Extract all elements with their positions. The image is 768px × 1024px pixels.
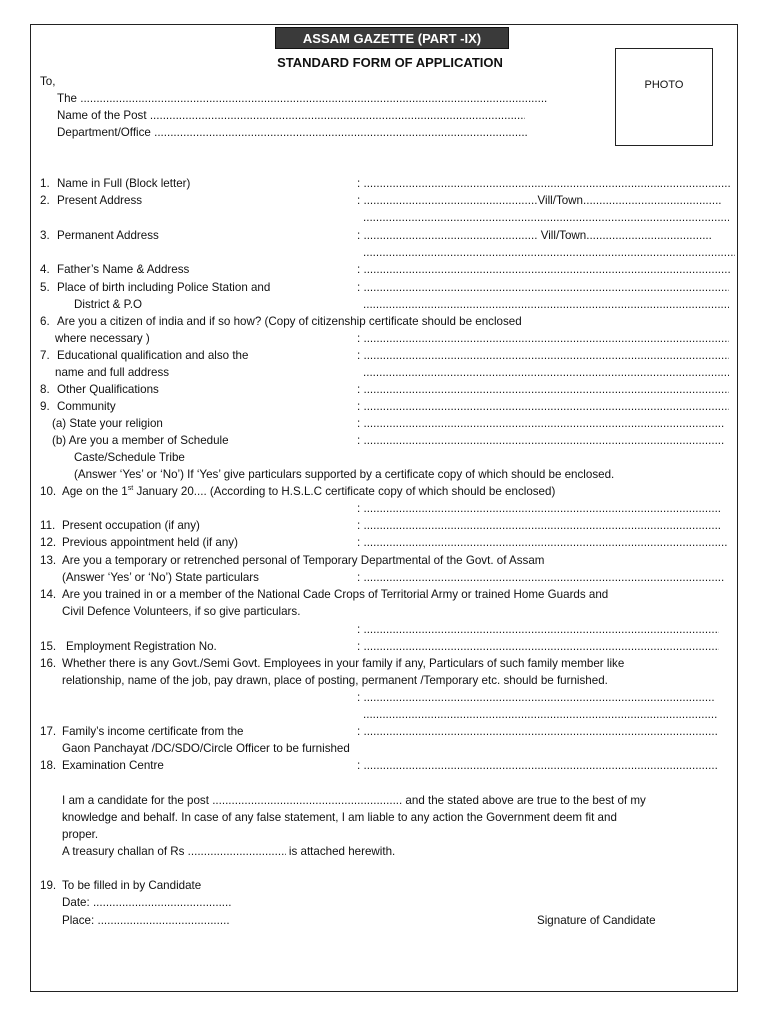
dept-field[interactable] xyxy=(154,125,528,140)
q10-label-pre: Age on the 1 xyxy=(62,485,128,498)
other-qual-field[interactable] xyxy=(363,382,729,397)
q13-value[interactable] xyxy=(357,570,725,585)
q10-label-post: January 20.... (According to H.S.L.C certificate copy of which should be enclosed) xyxy=(133,485,556,498)
q9b-value[interactable] xyxy=(357,433,725,448)
q19-num: 19. xyxy=(40,879,57,892)
q7-label: Educational qualification and also the xyxy=(57,349,249,362)
q9b-note: (Answer ‘Yes’ or ‘No’) If ‘Yes’ give particulars supported by a certificate copy of which should be enclosed. xyxy=(74,468,615,481)
q18-num: 18. xyxy=(40,759,57,772)
education-line2[interactable] xyxy=(363,365,729,380)
q13-label: Are you a temporary or retrenched personal of Temporary Departmental of the Govt. of Assam xyxy=(62,554,545,567)
colon: : xyxy=(357,519,361,532)
q9b-label: (b) Are you a member of Schedule xyxy=(52,434,229,447)
colon: : xyxy=(357,691,361,704)
the-label: The xyxy=(57,92,77,105)
candidate-post-field[interactable] xyxy=(212,793,402,808)
dept-row xyxy=(57,125,528,140)
q5-value-line2[interactable] xyxy=(363,297,729,312)
q7-label-line2: name and full address xyxy=(55,366,170,379)
q6-label-line2: where necessary ) xyxy=(55,332,150,345)
q16-num: 16. xyxy=(40,657,57,670)
colon: : xyxy=(357,571,361,584)
colon: : xyxy=(357,623,361,636)
declaration-line3: proper. xyxy=(62,828,99,841)
training-field[interactable] xyxy=(363,622,719,637)
family-employee-field[interactable] xyxy=(363,690,715,705)
q2-num: 2. xyxy=(40,194,50,207)
place-row xyxy=(62,913,230,928)
q2-label: Present Address xyxy=(57,194,143,207)
decl-post: and the stated above are true to the best of my xyxy=(405,794,646,807)
education-field[interactable] xyxy=(363,348,729,363)
q11-num: 11. xyxy=(40,519,56,532)
date-label: Date: xyxy=(62,896,90,909)
q14-num: 14. xyxy=(40,588,57,601)
age-field[interactable] xyxy=(363,501,722,516)
to-label: To, xyxy=(40,75,56,88)
colon: : xyxy=(357,417,361,430)
colon: : xyxy=(357,725,361,738)
q4-num: 4. xyxy=(40,263,50,276)
q11-label: Present occupation (if any) xyxy=(62,519,200,532)
q16-label-line2: relationship, name of the job, pay drawn, place of posting, permanent /Temporary etc. should be furnished. xyxy=(62,674,608,687)
colon: : xyxy=(357,349,361,362)
colon: : xyxy=(357,229,361,242)
q13-num: 13. xyxy=(40,554,57,567)
q6-label: Are you a citizen of india and if so how? (Copy of citizenship certificate should be enclosed xyxy=(57,315,522,328)
q5-value[interactable] xyxy=(357,280,729,295)
vill-town-label: Vill/Town xyxy=(537,229,587,242)
colon: : xyxy=(357,383,361,396)
q17-label-line2: Gaon Panchayat /DC/SDO/Circle Officer to be furnished xyxy=(62,742,350,755)
q18-value[interactable] xyxy=(357,758,718,773)
challan-pre: A treasury challan of Rs xyxy=(62,845,185,858)
colon: : xyxy=(357,281,361,294)
post-row xyxy=(57,108,525,123)
q2-value[interactable] xyxy=(357,193,721,208)
q8-num: 8. xyxy=(40,383,50,396)
gazette-banner: ASSAM GAZETTE (PART -IX) xyxy=(275,27,509,49)
occupation-field[interactable] xyxy=(363,518,722,533)
q16-value-line2[interactable] xyxy=(363,707,718,722)
post-field[interactable] xyxy=(150,108,525,123)
decl-pre: I am a candidate for the post xyxy=(62,794,209,807)
place-label: Place: xyxy=(62,914,95,927)
q15-value[interactable] xyxy=(357,639,719,654)
q14-label: Are you trained in or a member of the National Cade Crops of Territorial Army or trained Home Guards and xyxy=(62,588,609,601)
permanent-address-line2[interactable] xyxy=(363,245,735,260)
employment-reg-field[interactable] xyxy=(363,639,719,654)
q17-value[interactable] xyxy=(357,724,718,739)
q10-value[interactable] xyxy=(357,501,722,516)
q19-label: To be filled in by Candidate xyxy=(62,879,202,892)
q3-num: 3. xyxy=(40,229,50,242)
name-field[interactable] xyxy=(363,176,731,191)
prev-appointment-field[interactable] xyxy=(363,535,727,550)
q15-num: 15. xyxy=(40,640,57,653)
family-employee-line2[interactable] xyxy=(363,707,718,722)
q7-value[interactable] xyxy=(357,348,729,363)
challan-amount-field[interactable] xyxy=(188,844,286,859)
addressee-field[interactable] xyxy=(80,91,548,106)
q5-label-line2: District & P.O xyxy=(74,298,143,311)
colon: : xyxy=(357,263,361,276)
birthplace-line2[interactable] xyxy=(363,297,729,312)
addressee-row xyxy=(57,91,548,106)
q9b-label-line2: Caste/Schedule Tribe xyxy=(74,451,185,464)
colon: : xyxy=(357,400,361,413)
sc-st-field[interactable] xyxy=(363,433,725,448)
temporary-field[interactable] xyxy=(363,570,725,585)
colon: : xyxy=(357,502,361,515)
q4-value[interactable] xyxy=(357,262,730,277)
q10-label xyxy=(62,484,555,499)
q17-num: 17. xyxy=(40,725,57,738)
q14-value[interactable] xyxy=(357,622,719,637)
permanent-address-field[interactable] xyxy=(363,228,537,243)
q9a-value[interactable] xyxy=(357,416,725,431)
q9a-label: (a) State your religion xyxy=(52,417,163,430)
q3-value-line2[interactable] xyxy=(363,245,735,260)
q9-label: Community xyxy=(57,400,116,413)
q16-value[interactable] xyxy=(357,690,715,705)
father-field[interactable] xyxy=(363,262,730,277)
q8-label: Other Qualifications xyxy=(57,383,159,396)
form-title: STANDARD FORM OF APPLICATION xyxy=(277,55,503,70)
colon: : xyxy=(357,177,361,190)
q14-label-line2: Civil Defence Volunteers, if so give particulars. xyxy=(62,605,301,618)
birthplace-field[interactable] xyxy=(363,280,729,295)
declaration-line1 xyxy=(62,793,646,808)
q13-label-line2: (Answer ‘Yes’ or ‘No’) State particulars xyxy=(62,571,259,584)
declaration-line2: knowledge and behalf. In case of any false statement, I am liable to any action the Government deem fit and xyxy=(62,811,617,824)
exam-centre-field[interactable] xyxy=(363,758,718,773)
religion-field[interactable] xyxy=(363,416,725,431)
present-vill-field[interactable] xyxy=(583,193,721,208)
q7-num: 7. xyxy=(40,349,50,362)
present-address-field[interactable] xyxy=(363,193,537,208)
q10-sup: st xyxy=(127,485,134,493)
q8-value[interactable] xyxy=(357,382,729,397)
colon: : xyxy=(357,194,361,207)
q6-num: 6. xyxy=(40,315,50,328)
q5-num: 5. xyxy=(40,281,50,294)
q9-value[interactable] xyxy=(357,399,729,414)
q12-label: Previous appointment held (if any) xyxy=(62,536,238,549)
present-address-line2[interactable] xyxy=(363,210,729,225)
q2-value-line2[interactable] xyxy=(363,210,729,225)
challan-post: is attached herewith. xyxy=(288,845,396,858)
photo-box xyxy=(615,48,713,146)
signature-label: Signature of Candidate xyxy=(537,914,656,927)
vill-town-label: Vill/Town xyxy=(537,194,584,207)
place-field[interactable] xyxy=(97,913,230,928)
declaration-line4 xyxy=(62,844,395,859)
date-row xyxy=(62,895,231,910)
q1-value[interactable] xyxy=(357,176,731,191)
colon: : xyxy=(357,536,361,549)
q15-label: Employment Registration No. xyxy=(66,640,217,653)
q3-label: Permanent Address xyxy=(57,229,159,242)
income-cert-field[interactable] xyxy=(363,724,718,739)
permanent-vill-field[interactable] xyxy=(586,228,712,243)
date-field[interactable] xyxy=(93,895,231,910)
q12-num: 12. xyxy=(40,536,57,549)
q3-value[interactable] xyxy=(357,228,712,243)
q6-value[interactable] xyxy=(357,331,729,346)
colon: : xyxy=(357,332,361,345)
community-field[interactable] xyxy=(363,399,729,414)
q7-value-line2[interactable] xyxy=(363,365,729,380)
photo-label: PHOTO xyxy=(644,79,684,91)
q16-label: Whether there is any Govt./Semi Govt. Employees in your family if any, Particulars of such family member like xyxy=(62,657,625,670)
q4-label: Father’s Name & Address xyxy=(57,263,190,276)
colon: : xyxy=(357,640,361,653)
q18-label: Examination Centre xyxy=(62,759,164,772)
colon: : xyxy=(357,434,361,447)
q1-num: 1. xyxy=(40,177,50,190)
q5-label: Place of birth including Police Station and xyxy=(57,281,271,294)
dept-label: Department/Office xyxy=(57,126,151,139)
post-label: Name of the Post xyxy=(57,109,147,122)
q12-value[interactable] xyxy=(357,535,727,550)
q1-label: Name in Full (Block letter) xyxy=(57,177,191,190)
colon: : xyxy=(357,759,361,772)
q11-value[interactable] xyxy=(357,518,722,533)
citizen-field[interactable] xyxy=(363,331,729,346)
q10-num: 10. xyxy=(40,485,57,498)
q17-label: Family’s income certificate from the xyxy=(62,725,244,738)
q9-num: 9. xyxy=(40,400,50,413)
